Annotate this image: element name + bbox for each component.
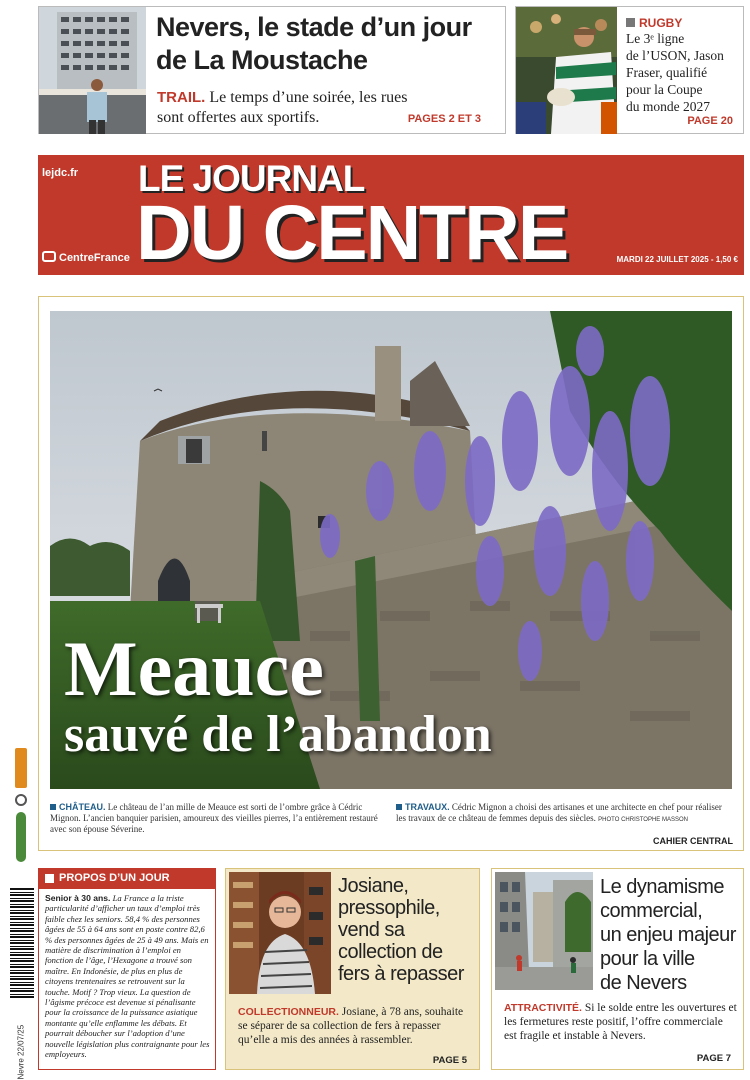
teaser-trail-title — [156, 11, 504, 77]
teaser-rugby-line: pour la Coupe — [626, 82, 703, 97]
josiane-title-line: pressophile, — [338, 897, 440, 919]
green-leaf-icon — [16, 812, 26, 862]
barcode — [10, 888, 34, 998]
masthead — [38, 155, 744, 275]
caption-square-icon — [50, 804, 56, 810]
josiane-title-line: vend sa — [338, 919, 405, 941]
propos-text: La France a la triste particularité d’afficher un taux d’emploi très faible chez les seniors. 58,4 % des personnes âgées de 55 à 64 ans sont en poste contre 82,6 % des personnes âgées de 25 à 49 ans. Mais en matière de discrimination à l’emploi en fonction de l’âge, l’Hexagone a trouvé son maître. En Indonésie, de plus en plus de citoyens trentenaires se retrouvent sur la touche. Motif ? Trop vieux. La question de l’âgisme précoce est devenue si pénalisante pour la croissance de la puissance asiatique montante qu’elle enflamme les débats. Et pourrait déboucher sur l’adoption d’une nouvelle législation plus contraignante pour les employeurs. — [45, 893, 210, 1060]
recycling-logo-icon — [15, 794, 27, 806]
teaser-rugby-line: du monde 2027 — [626, 99, 710, 114]
teaser-rugby-line: Le 3ᵉ ligne — [626, 31, 685, 46]
josiane-title-line: collection de — [338, 941, 443, 963]
josiane-text — [238, 1005, 472, 1047]
teaser-trail-kicker: TRAIL. — [157, 89, 206, 106]
teaser-rugby-square-icon — [626, 18, 635, 27]
stadium-photo — [39, 7, 146, 134]
teaser-rugby-line: Fraser, qualifié — [626, 65, 708, 80]
josiane-photo — [229, 872, 331, 994]
caption-travaux-kicker: TRAVAUX. — [405, 802, 450, 812]
centrefrance-label: CentreFrance — [59, 252, 130, 264]
teaser-trail-text-line1: Le temps d’une soirée, les rues — [209, 89, 408, 106]
caption-chateau-text: Le château de l’an mille de Meauce est sorti de l’ombre grâce à Cédric Mignon. L’ancien banquier parisien, amoureux des vieilles pierres, l’a entièrement restauré avec son épouse Séverine. — [50, 802, 378, 834]
teaser-trail-pageref: PAGES 2 ET 3 — [407, 113, 481, 125]
teaser-trail-title-line1: Nevers, le stade d’un jour — [156, 12, 472, 42]
teaser-rugby[interactable] — [515, 6, 744, 134]
main-headline-line2: sauvé de l’abandon — [64, 706, 492, 763]
caption-travaux — [396, 802, 733, 826]
josiane-title — [338, 875, 478, 985]
masthead-site[interactable]: lejdc.fr — [42, 167, 79, 179]
section-ref: CAHIER CENTRAL — [653, 836, 733, 846]
masthead-date-price: MARDI 22 JUILLET 2025 - 1,50 € — [616, 255, 738, 264]
dynamisme-box[interactable] — [491, 868, 744, 1070]
photo-credit: PHOTO CHRISTOPHE MASSON — [598, 817, 688, 823]
josiane-title-line: Josiane, — [338, 875, 409, 897]
josiane-body: Josiane, à 78 ans, souhaite se séparer de sa collection de fers à repasser qu’elle a mis des années à rassembler. — [238, 1006, 464, 1046]
teaser-rugby-kicker: RUGBY — [639, 16, 683, 30]
dynamisme-title-line: un enjeu majeur — [600, 924, 736, 946]
centrefrance-logo — [42, 251, 130, 264]
caption-chateau — [50, 802, 385, 835]
teaser-rugby-text — [626, 30, 744, 115]
label-badge-icon — [15, 748, 27, 788]
propos-header-label: PROPOS D’UN JOUR — [59, 872, 170, 884]
josiane-pageref: PAGE 5 — [432, 1055, 467, 1066]
dynamisme-body: Si le solde entre les ouvertures et les fermetures reste positif, l’offre commerciale est fragile et instable à Nevers. — [504, 1002, 737, 1042]
teaser-trail-title-line2: de La Moustache — [156, 45, 368, 75]
propos-body — [45, 893, 211, 1060]
propos-header — [39, 869, 215, 889]
teaser-rugby-line: de l’USON, Jason — [626, 48, 724, 63]
masthead-title-line1: LE JOURNAL — [138, 158, 365, 199]
dynamisme-kicker: ATTRACTIVITÉ. — [504, 1002, 582, 1014]
main-headline-line1: Meauce — [64, 625, 324, 712]
caption-square-icon — [396, 804, 402, 810]
teaser-trail-text-line2: sont offertes aux sportifs. — [157, 109, 320, 126]
josiane-kicker: COLLECTIONNEUR. — [238, 1006, 339, 1018]
main-story[interactable] — [38, 296, 744, 851]
nevers-street-photo — [495, 872, 593, 990]
masthead-title-line2: DU CENTRE — [136, 190, 568, 276]
dynamisme-title-line: de Nevers — [600, 972, 687, 994]
propos-square-icon — [45, 874, 54, 883]
dynamisme-title-line: commercial, — [600, 900, 703, 922]
teaser-trail[interactable] — [38, 6, 506, 134]
dynamisme-pageref: PAGE 7 — [696, 1053, 731, 1064]
propos-box[interactable] — [38, 868, 216, 1070]
dynamisme-title — [600, 875, 742, 995]
dynamisme-text — [504, 1001, 738, 1043]
caption-chateau-kicker: CHÂTEAU. — [59, 802, 106, 812]
propos-lead: Senior à 30 ans. — [45, 893, 111, 903]
rugby-player-photo — [516, 7, 617, 134]
josiane-box[interactable] — [225, 868, 480, 1070]
edge-code: Nevre 22/07/25 — [16, 1024, 26, 1080]
caption-travaux-text: Cédric Mignon a choisi des artisanes et une architecte en chef pour réaliser les travaux de ce château de femmes depuis des siècles. — [396, 802, 722, 823]
chateau-photo — [50, 311, 732, 789]
edge-strip — [6, 740, 36, 1080]
centrefrance-mark-icon — [42, 251, 56, 262]
teaser-rugby-pageref: PAGE 20 — [687, 115, 733, 127]
josiane-title-line: fers à repasser — [338, 963, 464, 985]
dynamisme-title-line: Le dynamisme — [600, 876, 725, 898]
dynamisme-title-line: pour la ville — [600, 948, 695, 970]
